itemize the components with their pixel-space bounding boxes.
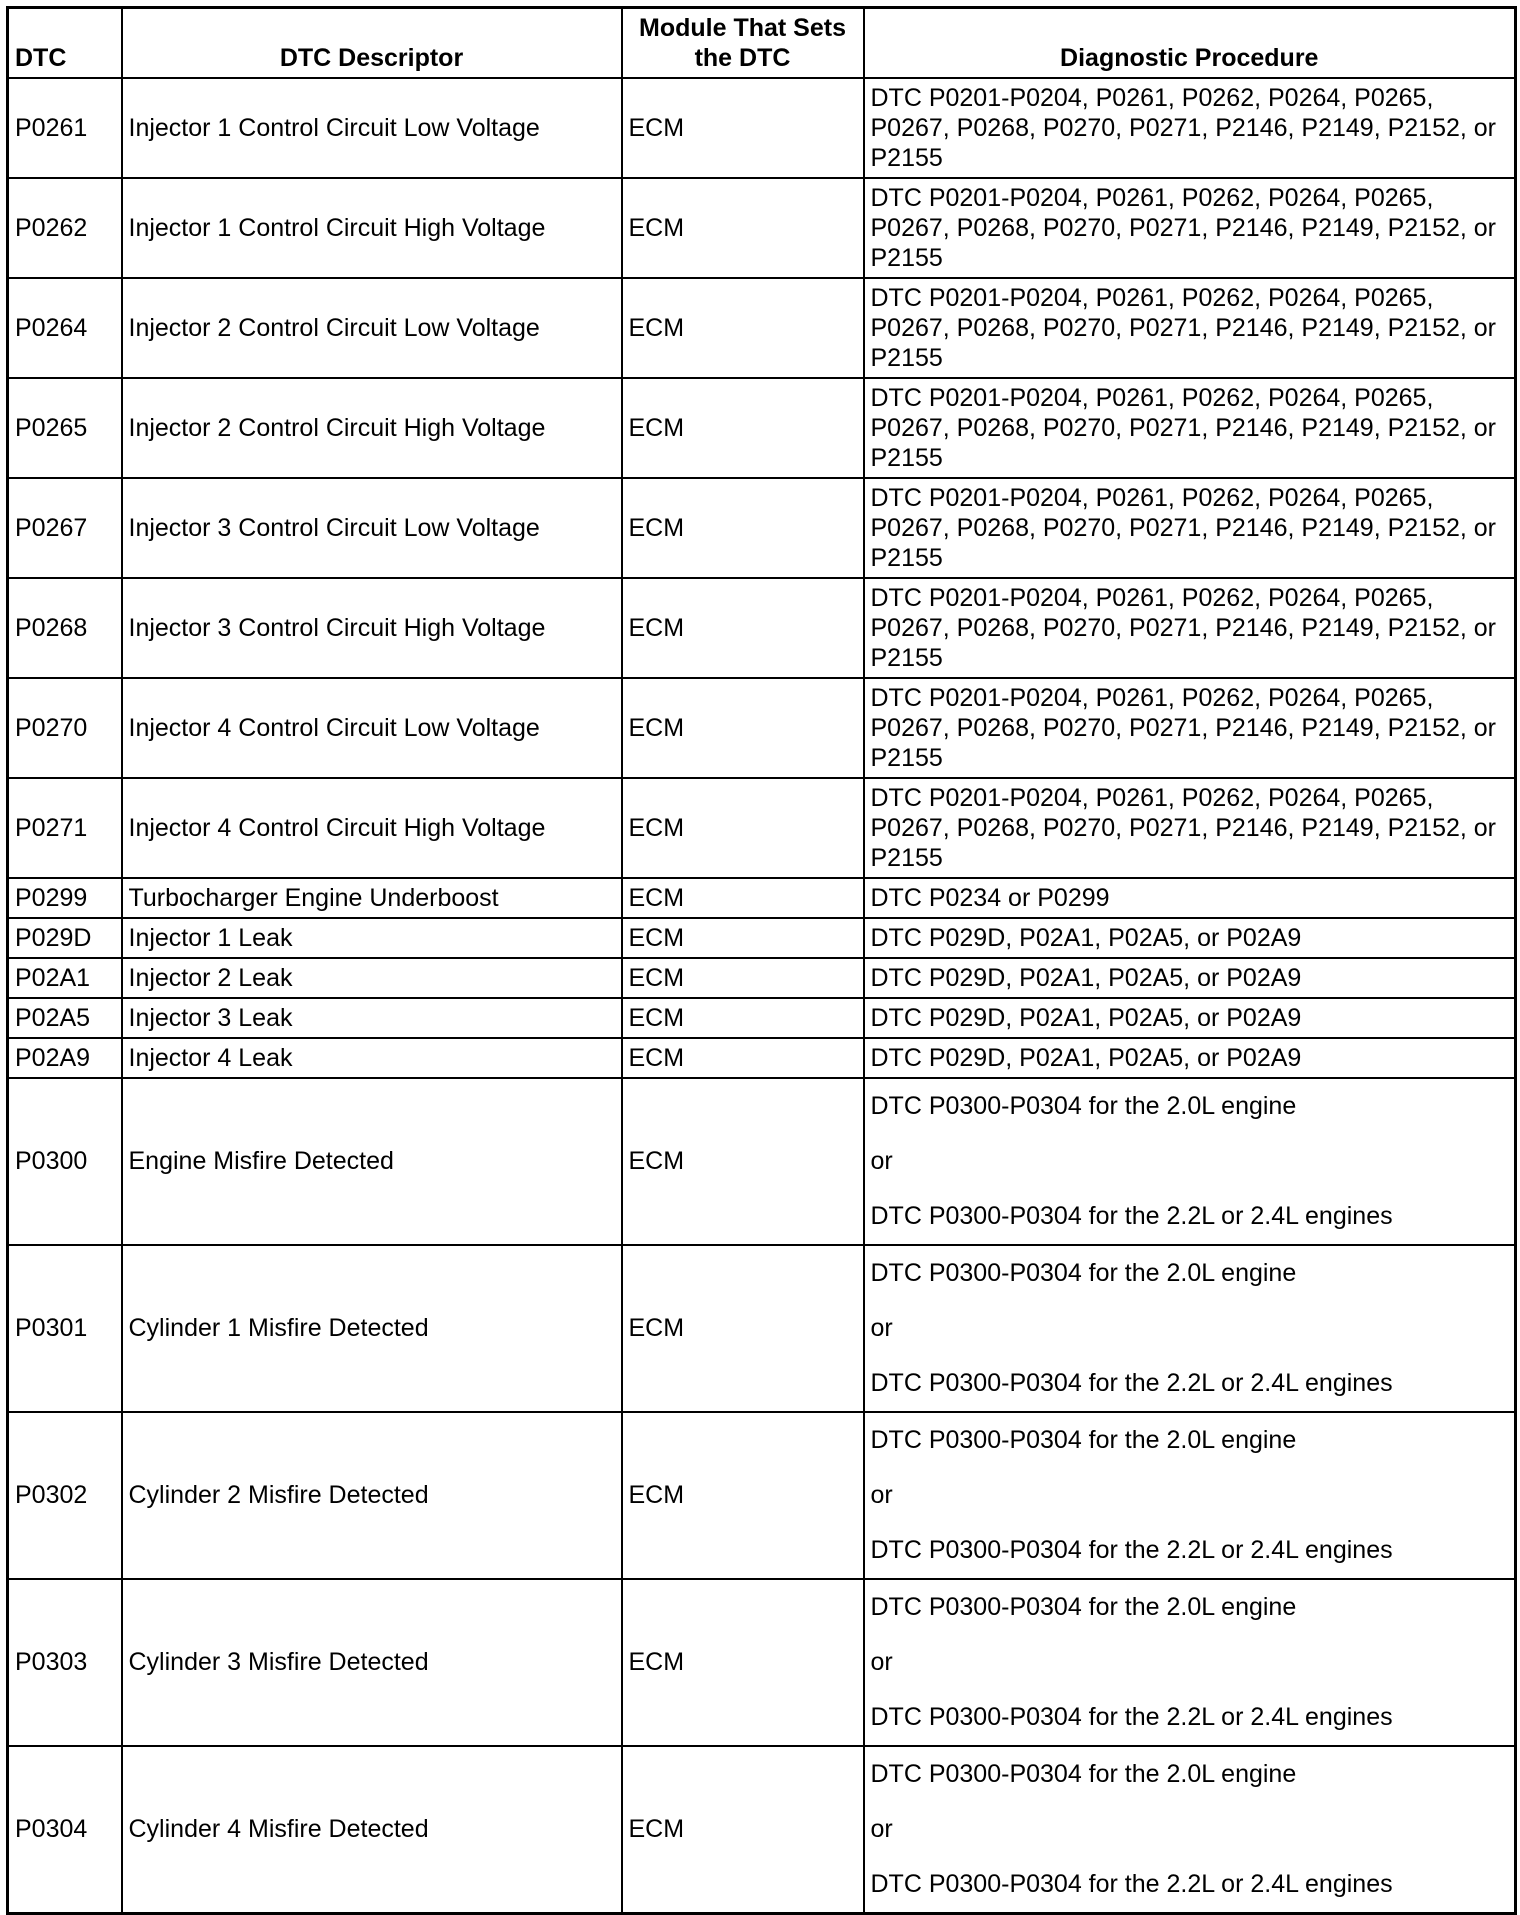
table-row	[8, 778, 1516, 878]
dtc-descriptor-cell: Cylinder 1 Misfire Detected	[122, 1245, 622, 1412]
table-row	[8, 1078, 1516, 1245]
dtc-descriptor-cell: Cylinder 3 Misfire Detected	[122, 1579, 622, 1746]
diagnostic-procedure-cell: DTC P0201-P0204, P0261, P0262, P0264, P0265, P0267, P0268, P0270, P0271, P2146, P2149, P2152, or P2155	[864, 78, 1516, 178]
dtc-code-cell: P0270	[8, 678, 122, 778]
dtc-code-cell: P0299	[8, 878, 122, 918]
diagnostic-procedure-cell: DTC P0201-P0204, P0261, P0262, P0264, P0265, P0267, P0268, P0270, P0271, P2146, P2149, P2152, or P2155	[864, 778, 1516, 878]
dtc-descriptor-cell: Injector 4 Control Circuit High Voltage	[122, 778, 622, 878]
dtc-code-cell: P02A1	[8, 958, 122, 998]
dtc-code-cell: P0301	[8, 1245, 122, 1412]
diagnostic-procedure-cell: DTC P0201-P0204, P0261, P0262, P0264, P0265, P0267, P0268, P0270, P0271, P2146, P2149, P2152, or P2155	[864, 378, 1516, 478]
diagnostic-procedure-cell: DTC P0234 or P0299	[864, 878, 1516, 918]
module-cell: ECM	[622, 998, 864, 1038]
table-row	[8, 1245, 1516, 1412]
dtc-table	[6, 6, 1517, 1915]
column-header-module: Module That Sets the DTC	[622, 8, 864, 78]
module-cell: ECM	[622, 918, 864, 958]
table-row	[8, 278, 1516, 378]
dtc-code-cell: P0304	[8, 1746, 122, 1914]
dtc-descriptor-cell: Cylinder 2 Misfire Detected	[122, 1412, 622, 1579]
dtc-code-cell: P0268	[8, 578, 122, 678]
module-cell: ECM	[622, 478, 864, 578]
dtc-code-cell: P0271	[8, 778, 122, 878]
diagnostic-procedure-cell: DTC P029D, P02A1, P02A5, or P02A9	[864, 1038, 1516, 1078]
table-body	[8, 78, 1516, 1914]
dtc-descriptor-cell: Injector 1 Leak	[122, 918, 622, 958]
diagnostic-procedure-cell: DTC P0300-P0304 for the 2.0L engine or DTC P0300-P0304 for the 2.2L or 2.4L engines	[864, 1078, 1516, 1245]
diagnostic-procedure-cell: DTC P0201-P0204, P0261, P0262, P0264, P0265, P0267, P0268, P0270, P0271, P2146, P2149, P2152, or P2155	[864, 278, 1516, 378]
table-row	[8, 378, 1516, 478]
table-row	[8, 918, 1516, 958]
module-cell: ECM	[622, 578, 864, 678]
dtc-code-cell: P0262	[8, 178, 122, 278]
table-row	[8, 878, 1516, 918]
dtc-descriptor-cell: Injector 3 Control Circuit High Voltage	[122, 578, 622, 678]
module-cell: ECM	[622, 1579, 864, 1746]
dtc-code-cell: P02A9	[8, 1038, 122, 1078]
diagnostic-procedure-cell: DTC P0201-P0204, P0261, P0262, P0264, P0265, P0267, P0268, P0270, P0271, P2146, P2149, P2152, or P2155	[864, 578, 1516, 678]
module-cell: ECM	[622, 1412, 864, 1579]
dtc-code-cell: P0303	[8, 1579, 122, 1746]
table-row	[8, 1579, 1516, 1746]
table-row	[8, 178, 1516, 278]
dtc-descriptor-cell: Injector 2 Control Circuit High Voltage	[122, 378, 622, 478]
table-row	[8, 998, 1516, 1038]
module-cell: ECM	[622, 958, 864, 998]
diagnostic-procedure-cell: DTC P0201-P0204, P0261, P0262, P0264, P0265, P0267, P0268, P0270, P0271, P2146, P2149, P2152, or P2155	[864, 678, 1516, 778]
diagnostic-procedure-cell: DTC P0300-P0304 for the 2.0L engine or DTC P0300-P0304 for the 2.2L or 2.4L engines	[864, 1746, 1516, 1914]
column-header-dtc: DTC	[8, 8, 122, 78]
table-row	[8, 1038, 1516, 1078]
table-row	[8, 1746, 1516, 1914]
dtc-code-cell: P0261	[8, 78, 122, 178]
dtc-code-cell: P02A5	[8, 998, 122, 1038]
diagnostic-procedure-cell: DTC P0300-P0304 for the 2.0L engine or DTC P0300-P0304 for the 2.2L or 2.4L engines	[864, 1579, 1516, 1746]
diagnostic-procedure-cell: DTC P029D, P02A1, P02A5, or P02A9	[864, 998, 1516, 1038]
module-cell: ECM	[622, 778, 864, 878]
dtc-descriptor-cell: Cylinder 4 Misfire Detected	[122, 1746, 622, 1914]
module-cell: ECM	[622, 1245, 864, 1412]
dtc-code-cell: P0302	[8, 1412, 122, 1579]
table-row	[8, 78, 1516, 178]
module-cell: ECM	[622, 78, 864, 178]
dtc-code-cell: P029D	[8, 918, 122, 958]
diagnostic-procedure-cell: DTC P029D, P02A1, P02A5, or P02A9	[864, 918, 1516, 958]
table-row	[8, 478, 1516, 578]
diagnostic-procedure-cell: DTC P029D, P02A1, P02A5, or P02A9	[864, 958, 1516, 998]
table-row	[8, 678, 1516, 778]
dtc-descriptor-cell: Injector 3 Control Circuit Low Voltage	[122, 478, 622, 578]
column-header-descriptor: DTC Descriptor	[122, 8, 622, 78]
dtc-code-cell: P0265	[8, 378, 122, 478]
dtc-code-cell: P0267	[8, 478, 122, 578]
module-cell: ECM	[622, 278, 864, 378]
module-cell: ECM	[622, 1078, 864, 1245]
column-header-procedure: Diagnostic Procedure	[864, 8, 1516, 78]
dtc-descriptor-cell: Engine Misfire Detected	[122, 1078, 622, 1245]
dtc-descriptor-cell: Injector 1 Control Circuit Low Voltage	[122, 78, 622, 178]
diagnostic-procedure-cell: DTC P0201-P0204, P0261, P0262, P0264, P0265, P0267, P0268, P0270, P0271, P2146, P2149, P2152, or P2155	[864, 178, 1516, 278]
table-row	[8, 1412, 1516, 1579]
dtc-code-cell: P0300	[8, 1078, 122, 1245]
dtc-code-cell: P0264	[8, 278, 122, 378]
module-cell: ECM	[622, 678, 864, 778]
dtc-descriptor-cell: Injector 1 Control Circuit High Voltage	[122, 178, 622, 278]
dtc-descriptor-cell: Injector 2 Control Circuit Low Voltage	[122, 278, 622, 378]
dtc-descriptor-cell: Injector 2 Leak	[122, 958, 622, 998]
dtc-descriptor-cell: Turbocharger Engine Underboost	[122, 878, 622, 918]
module-cell: ECM	[622, 378, 864, 478]
table-header-row	[8, 8, 1516, 78]
dtc-descriptor-cell: Injector 3 Leak	[122, 998, 622, 1038]
module-cell: ECM	[622, 878, 864, 918]
module-cell: ECM	[622, 178, 864, 278]
diagnostic-procedure-cell: DTC P0201-P0204, P0261, P0262, P0264, P0265, P0267, P0268, P0270, P0271, P2146, P2149, P2152, or P2155	[864, 478, 1516, 578]
diagnostic-procedure-cell: DTC P0300-P0304 for the 2.0L engine or DTC P0300-P0304 for the 2.2L or 2.4L engines	[864, 1245, 1516, 1412]
table-row	[8, 578, 1516, 678]
diagnostic-procedure-cell: DTC P0300-P0304 for the 2.0L engine or DTC P0300-P0304 for the 2.2L or 2.4L engines	[864, 1412, 1516, 1579]
module-cell: ECM	[622, 1038, 864, 1078]
module-cell: ECM	[622, 1746, 864, 1914]
table-row	[8, 958, 1516, 998]
dtc-descriptor-cell: Injector 4 Leak	[122, 1038, 622, 1078]
dtc-descriptor-cell: Injector 4 Control Circuit Low Voltage	[122, 678, 622, 778]
